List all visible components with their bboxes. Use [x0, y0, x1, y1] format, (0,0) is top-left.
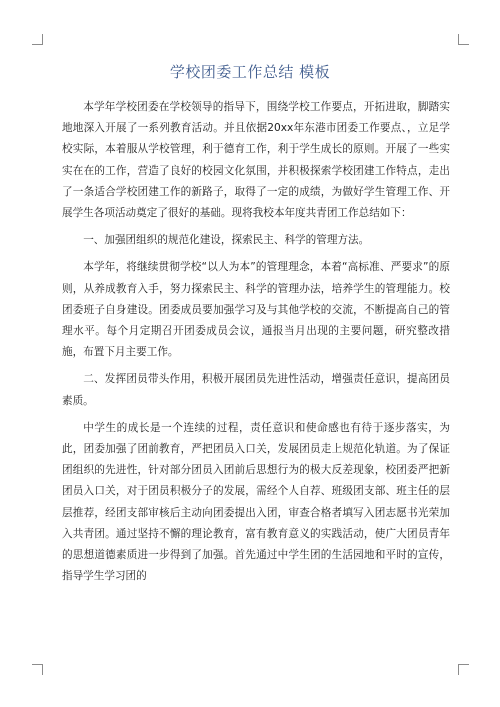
crop-mark-bottom-left — [32, 664, 43, 675]
section-heading-1: 一、加强团组织的规范化建设，探索民主、科学的管理方法。 — [83, 234, 370, 247]
crop-mark-top-right — [458, 34, 469, 45]
document-title: 学校团委工作总结 模板 — [169, 63, 331, 81]
crop-mark-bottom-right — [458, 664, 469, 675]
paragraph-section-2: 中学生的成长是一个连续的过程，责任意识和使命感也有待于逐步落实，为此，团委加强了团前教育，严把团员入口关，发展团员走上规范化轨道。为了保证团组织的先进性，针对部分团员入团前后思想行为的极大反差现象，校团委严把新团员入口关，对于团员积极分子的发展，需经个人自荐、班级团支部、班主任的层层推荐，经团支部审核后主动向团委提出入团，审查合格者填写入团志愿书光荣加入共青团。通过坚持不懈的理论教育，富有教育意义的实践活动，使广大团员青年的思想道德素质进一步得到了加强。首先通过中学生团的生活园地和平时的宣传，指导学生学习团的 — [62, 421, 450, 583]
section-heading-2: 二、发挥团员带头作用，积极开展团员先进性活动，增强责任意识，提高团员素质。 — [62, 373, 450, 407]
paragraph-intro: 本学年学校团委在学校领导的指导下，围绕学校工作要点，开拓进取，脚踏实地地深入开展了一系列教育活动。并且依据20xx年东港市团委工作要点、，立足学校实际，本着服从学校管理，利于德育工作，利于学生成长的原则。开展了一些实实在在的工作，营造了良好的校园文化氛围，并积极探索学校团建工作特点，走出了一条适合学校团建工作的新路子，取得了一定的成绩，为做好学生管理工作、开展学生各项活动奠定了很好的基础。现将我校本年度共青团工作总结如下： — [62, 101, 450, 220]
crop-mark-top-left — [32, 34, 43, 45]
document-body — [62, 97, 450, 593]
paragraph-section-1: 本学年，将继续贯彻学校“以人为本”的管理理念，本着“高标准、严要求”的原则，从养成教育入手，努力探索民主、科学的管理办法，培养学生的管理能力。校团委班子自身建设。团委成员要加强学习及与其他学校的交流，不断提高自己的管理水平。每个月定期召开团委成员会议，通报当月出现的主要问题，研究整改措施，布置下月主要工作。 — [62, 261, 450, 359]
